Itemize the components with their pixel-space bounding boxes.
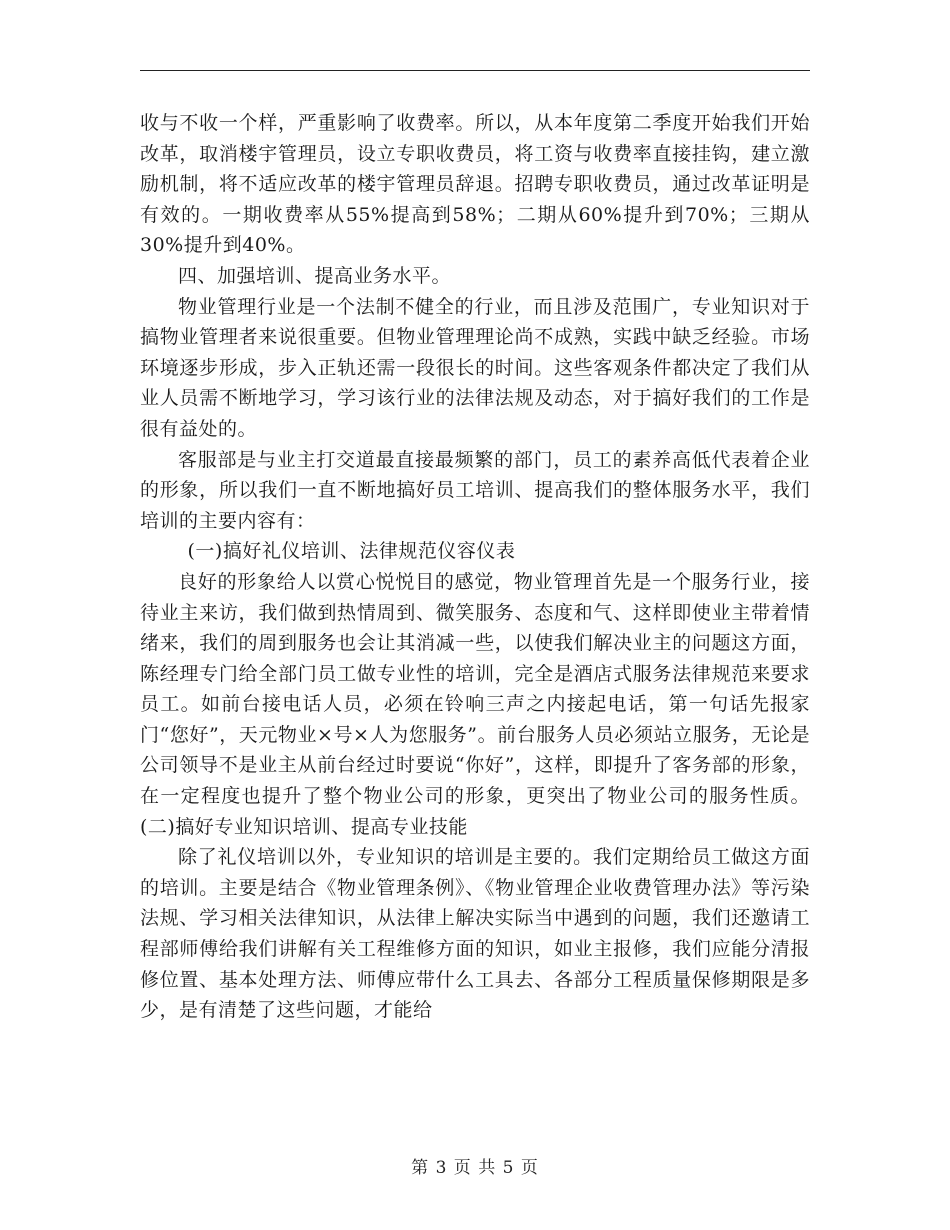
section-heading-4: 四、加强培训、提高业务水平。 xyxy=(178,264,452,287)
paragraph-4: 客服部是与业主打交道最直接最频繁的部门，员工的素养高低代表着企业的形象，所以我们一直不断地搞好员工培训、提高我们的整体服务水平，我们培训的主要内容有： xyxy=(140,448,810,532)
page-number-footer: 第 3 页 共 5 页 xyxy=(411,1158,539,1178)
header-rule xyxy=(140,70,810,71)
body-text xyxy=(140,108,810,1026)
paragraph-3: 物业管理行业是一个法制不健全的行业，而且涉及范围广，专业知识对于搞物业管理者来说很重要。但物业管理理论尚不成熟，实践中缺乏经验。市场环境逐步形成，步入正轨还需一段很长的时间。这些客观条件都决定了我们从业人员需不断地学习，学习该行业的法律法规及动态，对于搞好我们的工作是很有益处的。 xyxy=(140,295,810,440)
paragraph-1: 收与不收一个样，严重影响了收费率。所以，从本年度第二季度开始我们开始改革，取消楼宇管理员，设立专职收费员，将工资与收费率直接挂钩，建立激励机制，将不适应改革的楼宇管理员辞退。招聘专职收费员，通过改革证明是有效的。一期收费率从55%提高到58%；二期从60%提升到70%；三期从30%提升到40%。 xyxy=(140,112,810,257)
paragraph-6: 良好的形象给人以赏心悦悦目的感觉，物业管理首先是一个服务行业，接待业主来访，我们做到热情周到、微笑服务、态度和气、这样即使业主带着情绪来，我们的周到服务也会让其消减一些，以使我们解决业主的问题这方面，陈经理专门给全部门员工做专业性的培训，完全是酒店式服务法律规范来要求员工。如前台接电话人员，必须在铃响三声之内接起电话，第一句话先报家门“您好”，天元物业×号×人为您服务”。前台服务人员必须站立服务，无论是公司领导不是业主从前台经过时要说“你好”，这样，即提升了客务部的形象，在一定程度也提升了整个物业公司的形象，更突出了物业公司的服务性质。(二)搞好专业知识培训、提高专业技能 xyxy=(140,570,810,838)
paragraph-7: 除了礼仪培训以外，专业知识的培训是主要的。我们定期给员工做这方面的培训。主要是结合《物业管理条例》、《物业管理企业收费管理办法》等污染法规、学习相关法律知识，从法律上解决实际当中遇到的问题，我们还邀请工程部师傅给我们讲解有关工程维修方面的知识，如业主报修，我们应能分清报修位置、基本处理方法、师傅应带什么工具去、各部分工程质量保修期限是多少，是有清楚了这些问题，才能给 xyxy=(140,846,810,1022)
subheading-1: (一)搞好礼仪培训、法律规范仪容仪表 xyxy=(187,540,516,563)
